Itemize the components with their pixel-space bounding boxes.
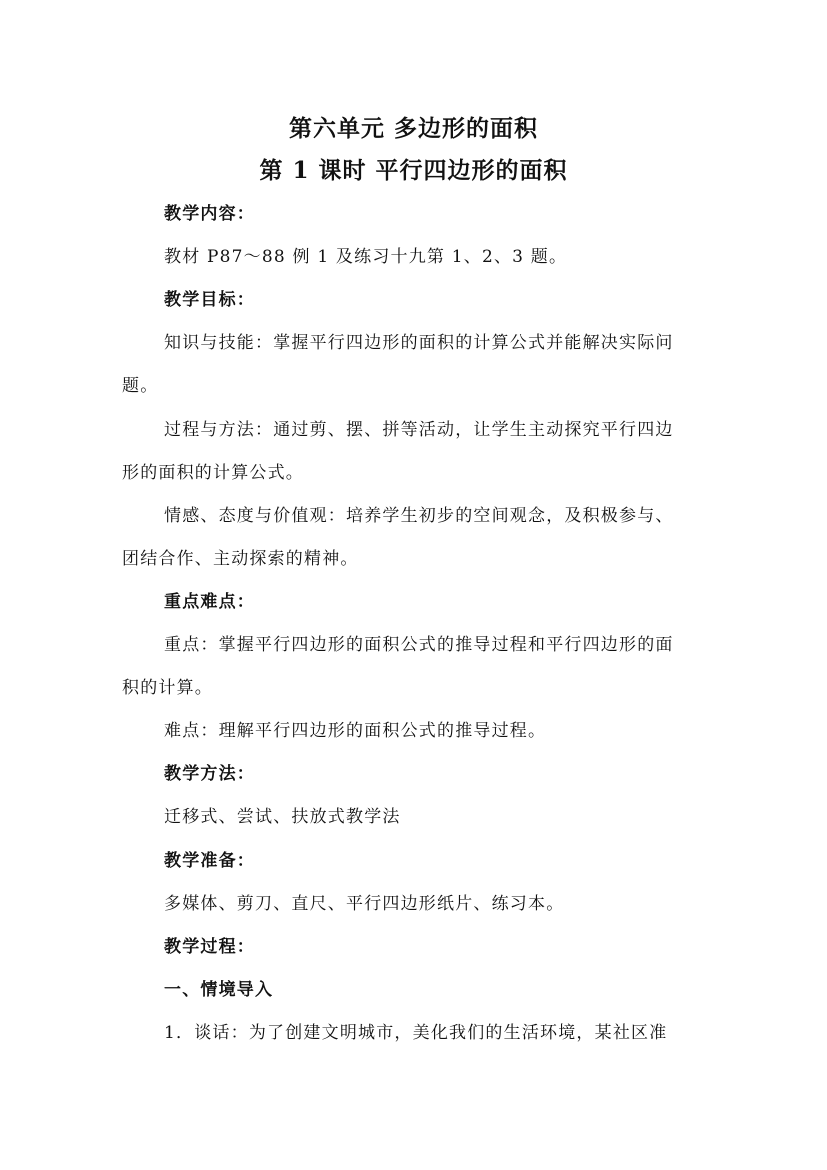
section-heading: 重点难点：	[164, 591, 255, 612]
section-heading: 教学准备：	[164, 850, 255, 871]
paragraph-line: 知识与技能：掌握平行四边形的面积的计算公式并能解决实际问	[164, 333, 674, 354]
paragraph-line: 1．谈话：为了创建文明城市，美化我们的生活环境，某社区准	[164, 1022, 668, 1043]
unit-title: 第六单元 多边形的面积	[288, 115, 538, 142]
paragraph-line: 教材 P87～88 例 1 及练习十九第 1、2、3 题。	[164, 247, 568, 268]
paragraph-line: 情感、态度与价值观：培养学生初步的空间观念，及积极参与、	[164, 505, 674, 526]
paragraph-line: 积的计算。	[122, 678, 213, 699]
section-heading: 一、情境导入	[164, 979, 274, 1000]
paragraph-line: 难点：理解平行四边形的面积公式的推导过程。	[164, 721, 547, 742]
paragraph-line: 形的面积的计算公式。	[122, 462, 304, 483]
lesson-title: 第 1 课时 平行四边形的面积	[259, 157, 568, 184]
paragraph-line: 多媒体、剪刀、直尺、平行四边形纸片、练习本。	[164, 893, 565, 914]
paragraph-line: 题。	[122, 376, 159, 397]
paragraph-line: 重点：掌握平行四边形的面积公式的推导过程和平行四边形的面	[164, 635, 674, 655]
section-heading: 教学目标：	[164, 290, 255, 311]
section-heading: 教学内容：	[164, 204, 255, 224]
paragraph-line: 团结合作、主动探索的精神。	[122, 548, 359, 569]
paragraph-line: 迁移式、尝试、扶放式教学法	[164, 807, 401, 828]
section-heading: 教学方法：	[164, 764, 255, 785]
section-heading: 教学过程：	[164, 936, 255, 957]
paragraph-line: 过程与方法：通过剪、摆、拼等活动，让学生主动探究平行四边	[164, 419, 674, 440]
